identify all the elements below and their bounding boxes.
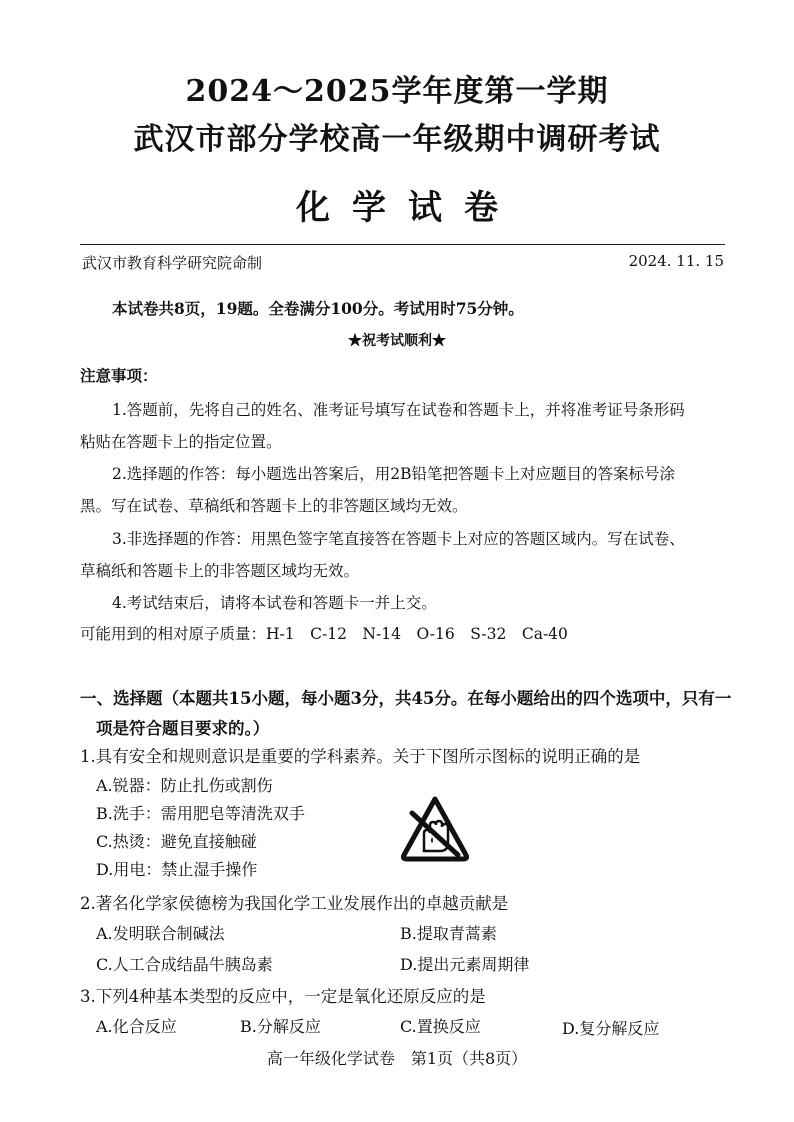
- atomic-masses: 可能用到的相对原子质量：H-1 C-12 N-14 O-16 S-32 Ca-40: [80, 625, 568, 643]
- intro-text: 本试卷共8页，19题。全卷满分100分。考试用时75分钟。: [112, 299, 524, 318]
- exam-date: 2024. 11. 15: [628, 252, 724, 270]
- question-3-option-b: B.分解反应: [240, 1017, 321, 1036]
- note-3-line-1: 3.非选择题的作答：用黑色签字笔直接答在答题卡上对应的答题区域内。写在试卷、: [112, 530, 685, 548]
- subject-title: 化学试卷: [296, 188, 520, 228]
- question-3-option-c: C.置换反应: [400, 1017, 481, 1036]
- no-wet-hands-warning-icon: [400, 795, 470, 865]
- note-1-line-1: 1.答题前，先将自己的姓名、准考证号填写在试卷和答题卡上，并将准考证号条形码: [112, 401, 685, 419]
- question-2-option-a: A.发明联合制碱法: [96, 924, 225, 943]
- section-1-heading-line-1: 一、选择题（本题共15小题，每小题3分，共45分。在每小题给出的四个选项中，只有一: [80, 689, 732, 708]
- header-divider: [80, 244, 725, 245]
- section-1-heading-line-2: 项是符合题目要求的。）: [96, 719, 270, 738]
- note-2-line-2: 黑。写在试卷、草稿纸和答题卡上的非答题区域均无效。: [80, 497, 468, 515]
- question-2-option-d: D.提出元素周期律: [400, 955, 530, 974]
- question-2-option-b: B.提取青蒿素: [400, 924, 497, 943]
- question-1-option-a: A.锐器：防止扎伤或割伤: [96, 776, 273, 795]
- exam-maker: 武汉市教育科学研究院命制: [82, 254, 263, 272]
- question-3-option-a: A.化合反应: [96, 1017, 177, 1036]
- page-footer: 高一年级化学试卷 第1页（共8页）: [266, 1049, 528, 1068]
- question-1-option-d: D.用电：禁止湿手操作: [96, 860, 258, 879]
- notes-title: 注意事项：: [80, 366, 158, 385]
- note-1-line-2: 粘贴在答题卡上的指定位置。: [80, 433, 282, 451]
- good-luck-banner: ★祝考试顺利★: [348, 333, 446, 349]
- exam-name-title: 武汉市部分学校高一年级期中调研考试: [133, 122, 661, 157]
- note-4: 4.考试结束后，请将本试卷和答题卡一并上交。: [112, 594, 437, 612]
- question-1-option-c: C.热烫：避免直接触碰: [96, 832, 257, 851]
- note-2-line-1: 2.选择题的作答：每小题选出答案后，用2B铅笔把答题卡上对应题目的答案标号涂: [112, 465, 676, 483]
- question-1-stem: 1.具有安全和规则意识是重要的学科素养。关于下图所示图标的说明正确的是: [80, 747, 641, 766]
- exam-year-title: 2024～2025学年度第一学期: [185, 74, 609, 109]
- question-2-stem: 2.著名化学家侯德榜为我国化学工业发展作出的卓越贡献是: [80, 894, 509, 913]
- question-1-option-b: B.洗手：需用肥皂等清洗双手: [96, 804, 305, 823]
- question-3-option-d: D.复分解反应: [562, 1019, 660, 1038]
- question-3-stem: 3.下列4种基本类型的反应中，一定是氧化还原反应的是: [80, 987, 486, 1006]
- note-3-line-2: 草稿纸和答题卡上的非答题区域均无效。: [80, 562, 360, 580]
- question-2-option-c: C.人工合成结晶牛胰岛素: [96, 955, 273, 974]
